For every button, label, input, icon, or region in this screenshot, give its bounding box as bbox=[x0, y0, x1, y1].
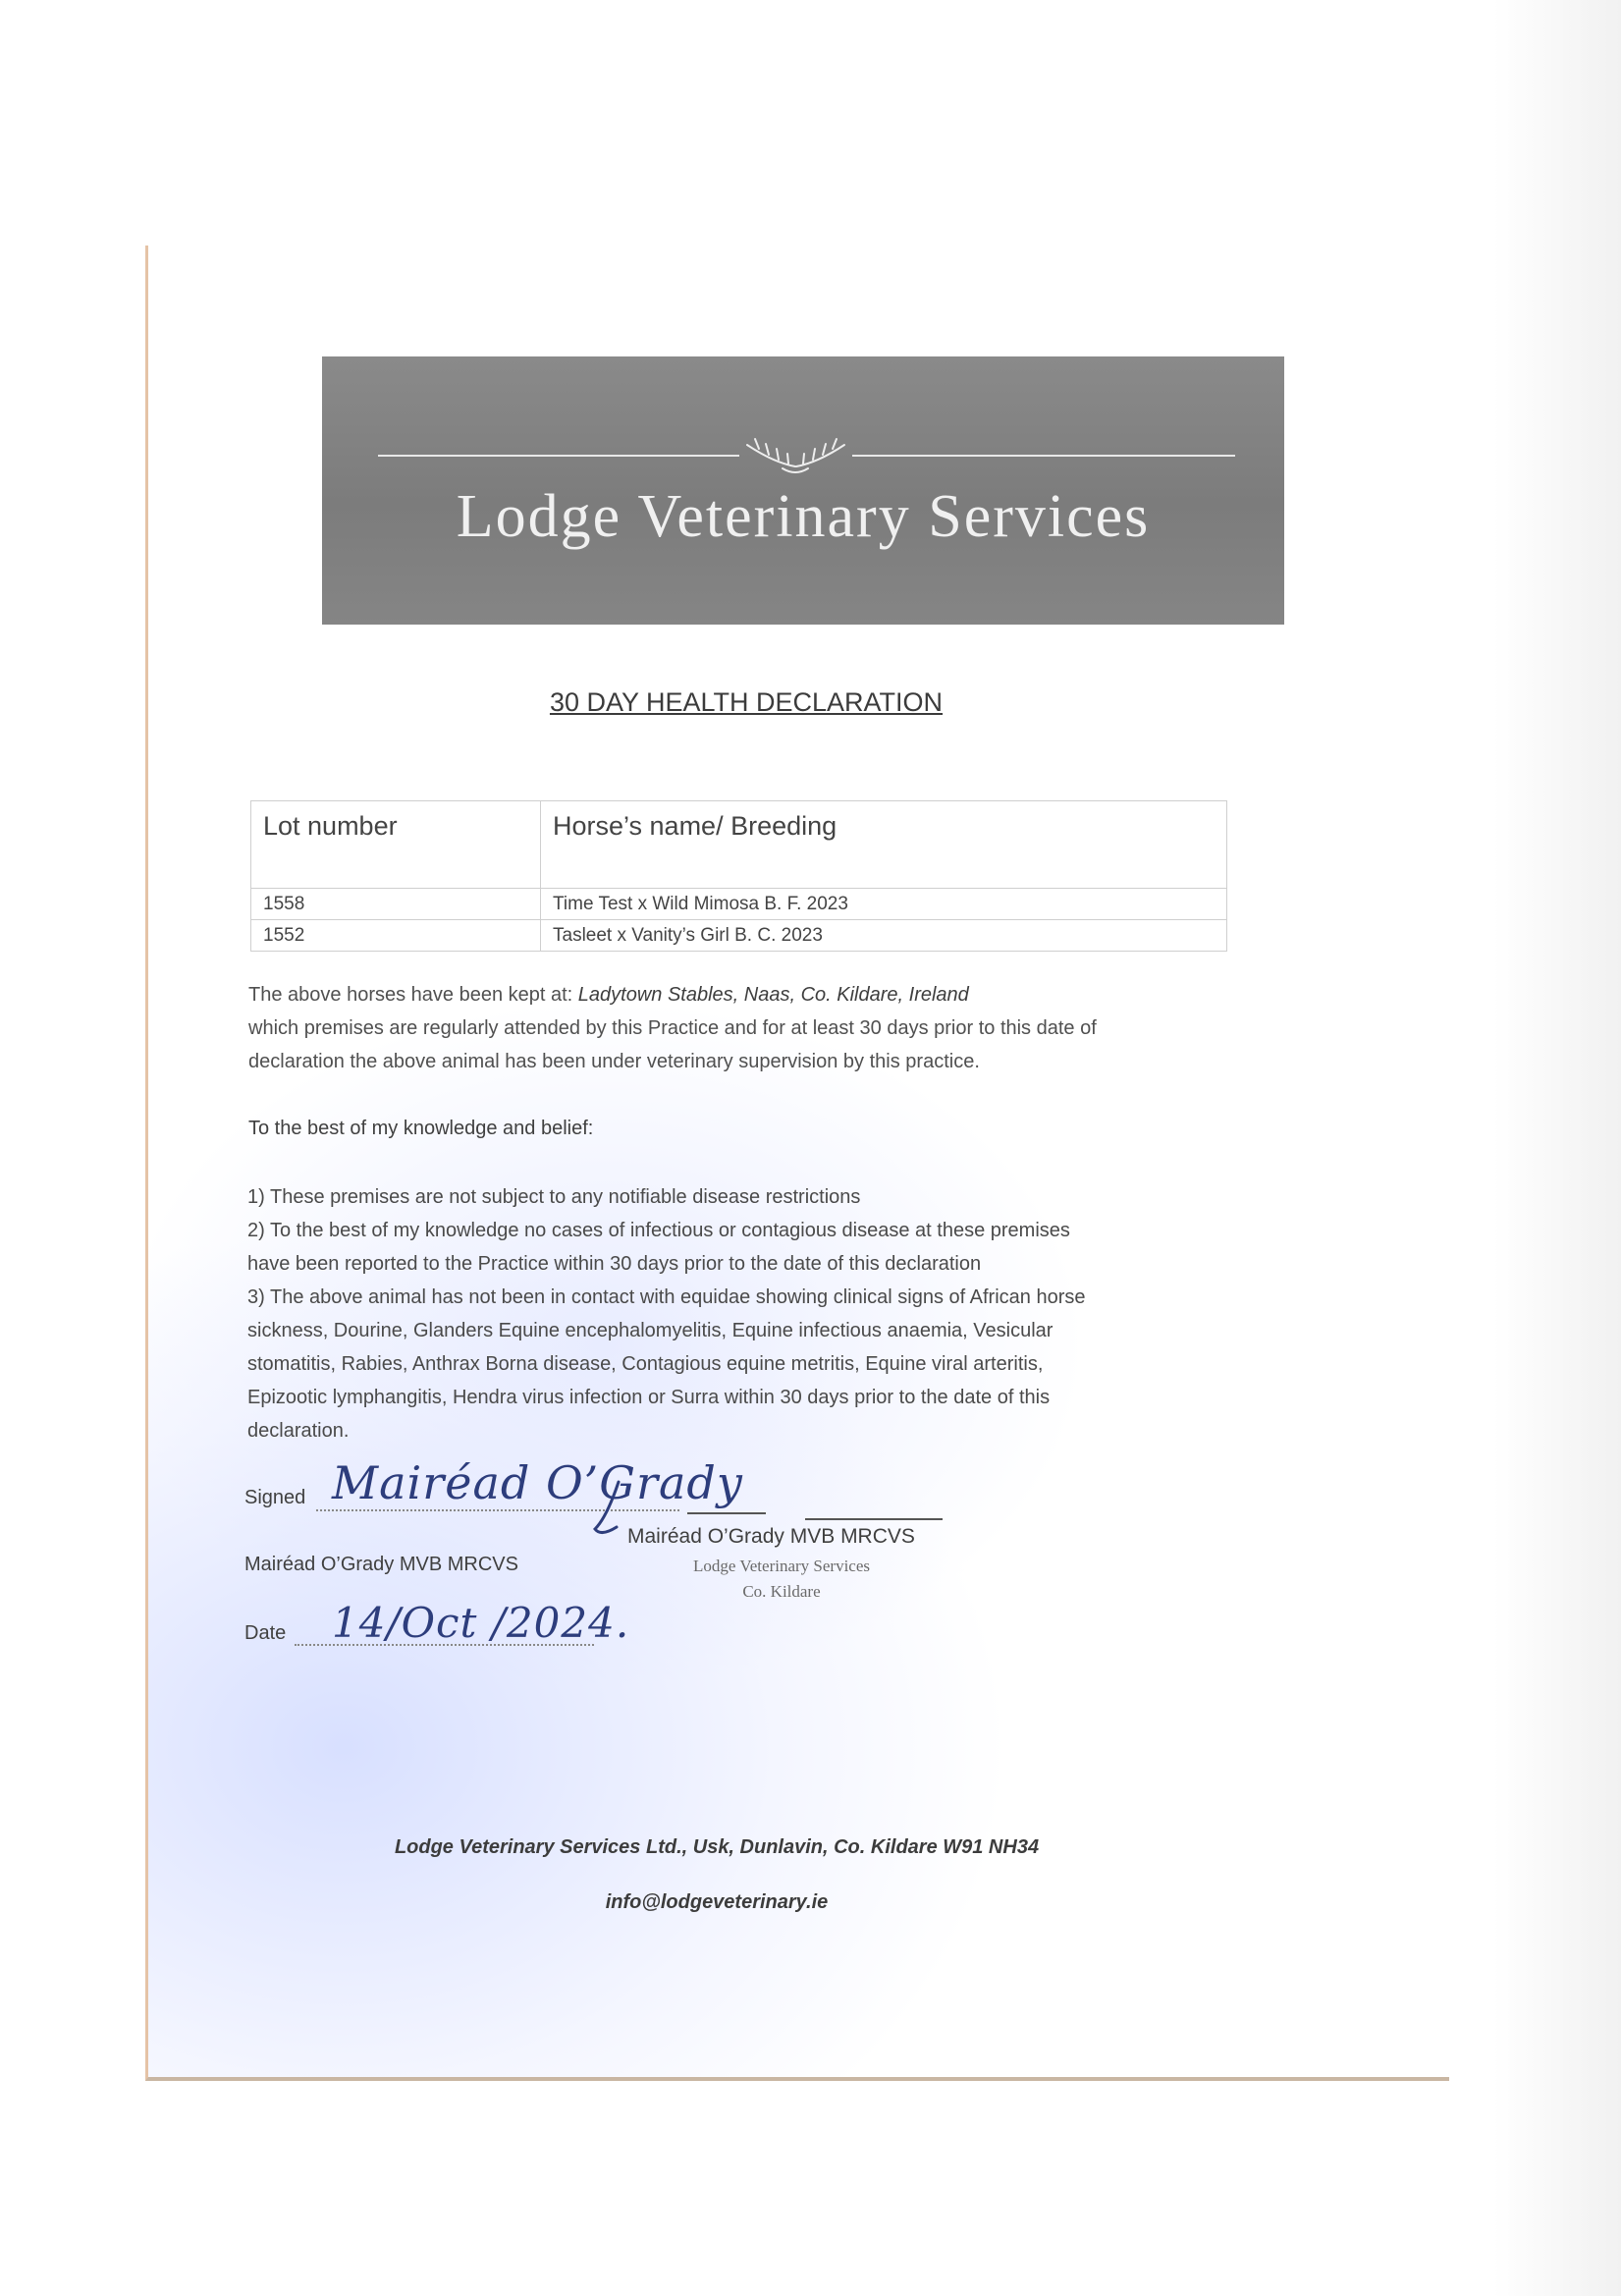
stamp-rule-right bbox=[805, 1518, 943, 1520]
footer-email[interactable]: info@lodgeveterinary.ie bbox=[605, 1891, 829, 1913]
practice-name: Lodge Veterinary Services bbox=[456, 483, 1151, 550]
column-header-horse-name: Horse’s name/ Breeding bbox=[541, 801, 1227, 889]
horse-name-cell: Time Test x Wild Mimosa B. F. 2023 bbox=[541, 889, 1227, 920]
lot-number-cell: 1552 bbox=[251, 920, 541, 952]
lot-number-cell: 1558 bbox=[251, 889, 541, 920]
condition-line: sickness, Dourine, Glanders Equine encephalomyelitis, Equine infectious anaemia, Vesicular bbox=[247, 1320, 1054, 1341]
knowledge-heading: To the best of my knowledge and belief: bbox=[248, 1118, 594, 1139]
conditions-list bbox=[247, 1180, 1219, 1448]
table-header-row bbox=[251, 801, 1227, 889]
page-edge-shadow bbox=[1493, 0, 1621, 2296]
intro-line-3: declaration the above animal has been under veterinary supervision by this practice. bbox=[248, 1051, 980, 1072]
date-label: Date bbox=[244, 1622, 287, 1644]
document-title: 30 DAY HEALTH DECLARATION bbox=[549, 687, 944, 717]
table-row bbox=[251, 920, 1227, 952]
handwritten-date: 14/Oct /2024. bbox=[332, 1599, 630, 1647]
footer-address: Lodge Veterinary Services Ltd., Usk, Dunlavin, Co. Kildare W91 NH34 bbox=[394, 1836, 1040, 1858]
condition-line: 3) The above animal has not been in contact with equidae showing clinical signs of African horse bbox=[247, 1286, 1086, 1308]
horse-name-cell: Tasleet x Vanity’s Girl B. C. 2023 bbox=[541, 920, 1227, 952]
banner-rule-right bbox=[852, 455, 1235, 457]
condition-line: have been reported to the Practice within 30 days prior to the date of this declaration bbox=[247, 1253, 982, 1275]
condition-line: stomatitis, Rabies, Anthrax Borna disease, Contagious equine metritis, Equine viral arteritis, bbox=[247, 1353, 1044, 1375]
condition-line: declaration. bbox=[247, 1420, 350, 1442]
vet-name: Mairéad O’Grady MVB MRCVS bbox=[244, 1554, 518, 1575]
stable-location: Ladytown Stables, Naas, Co. Kildare, Ireland bbox=[577, 984, 969, 1006]
condition-line: Epizootic lymphangitis, Hendra virus infection or Surra within 30 days prior to the date of this bbox=[247, 1387, 1051, 1408]
signed-label: Signed bbox=[244, 1487, 306, 1508]
condition-line: 2) To the best of my knowledge no cases of infectious or contagious disease at these premises bbox=[247, 1220, 1070, 1241]
handwritten-signature: Mairéad O’Grady bbox=[332, 1456, 743, 1509]
banner-rule-left bbox=[378, 455, 739, 457]
laurel-sprig-icon bbox=[739, 433, 852, 476]
stamp-practice: Lodge Veterinary Services bbox=[692, 1557, 870, 1575]
stamp-county: Co. Kildare bbox=[742, 1582, 821, 1601]
table-row bbox=[251, 889, 1227, 920]
header-banner bbox=[322, 356, 1284, 625]
intro-line-2: which premises are regularly attended by this Practice and for at least 30 days prior to this date of bbox=[248, 1017, 1097, 1039]
intro-line-1 bbox=[248, 978, 969, 1011]
intro-prefix: The above horses have been kept at: bbox=[248, 984, 573, 1006]
lots-table bbox=[250, 800, 1227, 952]
condition-line: 1) These premises are not subject to any notifiable disease restrictions bbox=[247, 1186, 861, 1208]
stamp-name: Mairéad O’Grady MVB MRCVS bbox=[627, 1525, 915, 1548]
stamp-rule-left bbox=[687, 1512, 766, 1514]
column-header-lot-number: Lot number bbox=[251, 801, 541, 889]
